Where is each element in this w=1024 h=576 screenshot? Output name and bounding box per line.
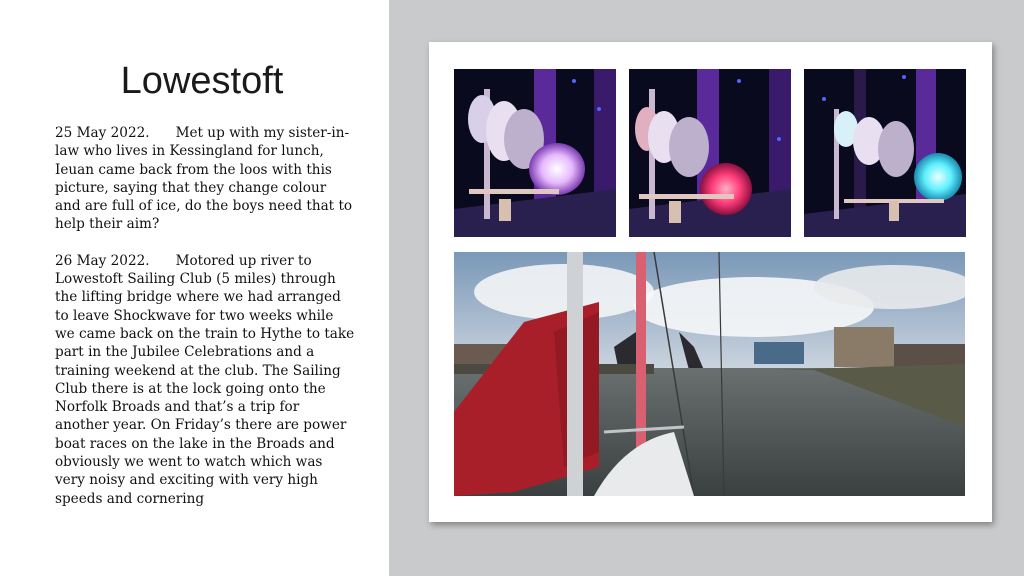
slide-title: Lowestoft: [120, 60, 284, 102]
entry-text: Met up with my sister-in-law who lives in Kessingland for lunch, Ieuan came back from the loos with this picture, saying that they change colour and are full of ice, do the boys need that to help their aim?: [55, 125, 353, 233]
entry-text: Motored up river to Lowestoft Sailing Club (5 miles) through the lifting bridge where we had arranged to leave Shockwave for two weeks while we came back on the train to Hythe to take part in the Jubilee Celebrations and a training weekend at the club. The Sailing Club there is at the lock going onto the Norfolk Broads and that’s a trip for another year. On Friday’s there are power boat races on the lake in the Broads and obviously we went to watch which was very noisy and exciting with very high speeds and cornering: [55, 252, 355, 507]
entry-date: 26 May 2022.: [55, 252, 150, 269]
urinal-photo-2: [629, 69, 791, 237]
photo-card: [429, 42, 992, 522]
entry-paragraph: [55, 252, 355, 508]
slide-body: [55, 124, 355, 526]
lifting-bridge-photo: [454, 252, 965, 496]
entry-paragraph: [55, 124, 355, 234]
urinal-photo-3: [804, 69, 966, 237]
entry-date: 25 May 2022.: [55, 125, 150, 141]
urinal-photo-1: [454, 69, 616, 237]
